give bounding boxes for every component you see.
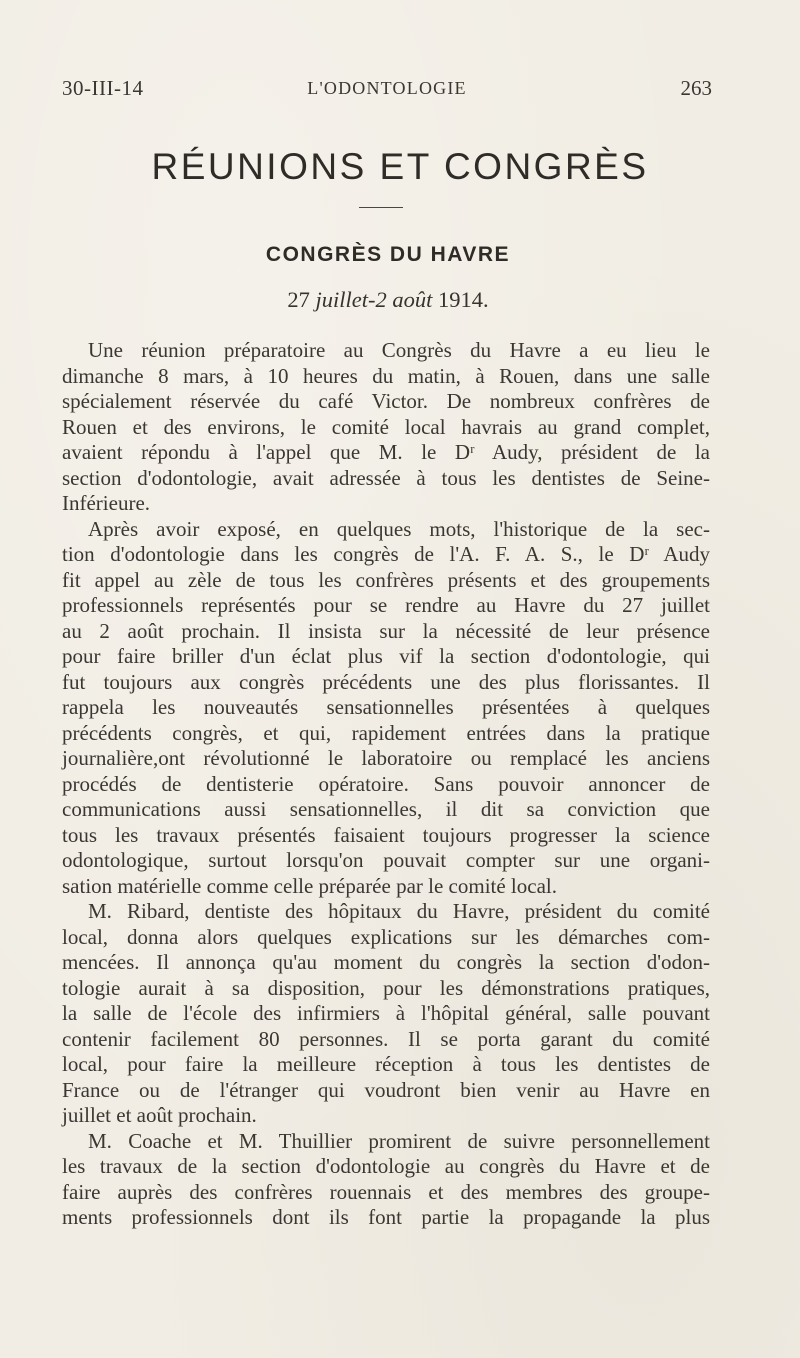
- date-range: juillet-2 août: [315, 287, 433, 312]
- title-divider: [359, 207, 403, 208]
- article-body: [62, 338, 710, 1231]
- text-line: section d'odontologie, avait adressée à tous les dentistes de Seine-: [62, 465, 710, 490]
- section-title: RÉUNIONS ET CONGRÈS: [151, 146, 649, 187]
- text-line: rappela les nouveautés sensationnelles présentées à quelques: [62, 695, 710, 719]
- text-line: Après avoir exposé, en quelques mots, l'historique de la sec-: [88, 516, 710, 541]
- article-title: CONGRÈS DU HAVRE: [265, 243, 511, 266]
- date-day: 27: [287, 287, 310, 312]
- running-header: [62, 76, 712, 106]
- text-line: mencées. Il annonça qu'au moment du congrès la section d'odon-: [62, 950, 710, 974]
- text-line: Inférieure.: [62, 491, 151, 515]
- text-line: procédés de dentisterie opératoire. Sans pouvoir annoncer de: [62, 771, 710, 796]
- text-line: tion d'odontologie dans les congrès de l'A. F. A. S., le Dʳ Audy: [62, 542, 710, 566]
- text-line: tous les travaux présentés faisaient toujours progresser la science: [62, 822, 710, 847]
- text-line: la salle de l'école des infirmiers à l'hôpital général, salle pouvant: [62, 1001, 710, 1025]
- text-line: France ou de l'étranger qui voudront bien venir au Havre en: [62, 1077, 710, 1102]
- text-line: ments professionnels dont ils font partie la propagande la plus: [62, 1205, 710, 1229]
- text-line: M. Ribard, dentiste des hôpitaux du Havre, président du comité: [88, 899, 710, 923]
- article-date: [0, 287, 776, 313]
- text-line: fit appel au zèle de tous les confrères présents et des groupements: [62, 567, 710, 592]
- text-line: faire auprès des confrères rouennais et des membres des groupe-: [62, 1179, 710, 1204]
- text-line: fut toujours aux congrès précédents une des plus florissantes. Il: [62, 669, 710, 694]
- text-line: dimanche 8 mars, à 10 heures du matin, à Rouen, dans une salle: [62, 363, 710, 388]
- text-line: M. Coache et M. Thuillier promirent de suivre personnellement: [88, 1128, 710, 1153]
- text-line: odontologique, surtout lorsqu'on pouvait compter sur une organi-: [62, 848, 710, 872]
- text-line: contenir facilement 80 personnes. Il se porta garant du comité: [62, 1026, 710, 1051]
- text-line: professionnels représentés pour se rendre au Havre du 27 juillet: [62, 593, 710, 617]
- text-line: au 2 août prochain. Il insista sur la nécessité de leur présence: [62, 618, 710, 643]
- issue-number: 30-III-14: [62, 76, 144, 100]
- text-line: Une réunion préparatoire au Congrès du Havre a eu lieu le: [88, 338, 710, 362]
- text-line: tologie aurait à sa disposition, pour les démonstrations pratiques,: [62, 975, 710, 1000]
- journal-title: L'ODONTOLOGIE: [307, 78, 467, 98]
- text-line: pour faire briller d'un éclat plus vif la section d'odontologie, qui: [62, 644, 710, 668]
- text-line: spécialement réservée du café Victor. De nombreux confrères de: [62, 389, 710, 413]
- text-line: juillet et août prochain.: [62, 1103, 257, 1127]
- text-line: précédents congrès, et qui, rapidement entrées dans la pratique: [62, 720, 710, 745]
- date-year: 1914.: [438, 287, 489, 312]
- text-line: journalière,ont révolutionné le laboratoire ou remplacé les anciens: [62, 746, 710, 770]
- text-line: Rouen et des environs, le comité local havrais au grand complet,: [62, 414, 710, 439]
- text-line: local, donna alors quelques explications sur les démarches com-: [62, 924, 710, 949]
- text-line: local, pour faire la meilleure réception à tous les dentistes de: [62, 1052, 710, 1076]
- text-line: avaient répondu à l'appel que M. le Dʳ Audy, président de la: [62, 440, 710, 464]
- text-line: les travaux de la section d'odontologie au congrès du Havre et de: [62, 1154, 710, 1178]
- text-line: sation matérielle comme celle préparée par le comité local.: [62, 873, 557, 898]
- text-line: communications aussi sensationnelles, il dit sa conviction que: [62, 797, 710, 821]
- page-number: 263: [680, 76, 712, 100]
